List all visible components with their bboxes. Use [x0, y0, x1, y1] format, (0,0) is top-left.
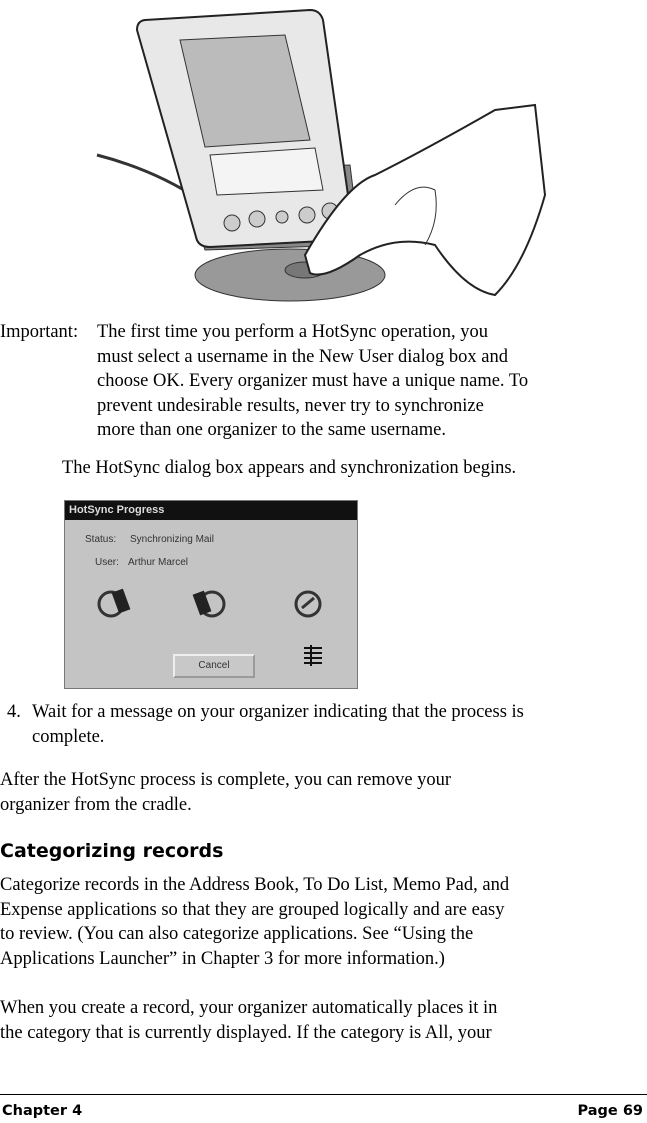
text-line: Categorize records in the Address Book, To Do List, Memo Pad, and — [0, 875, 510, 895]
cancel-button[interactable]: Cancel — [173, 654, 255, 678]
important-note — [97, 320, 528, 443]
text-line: Applications Launcher” in Chapter 3 for more information.) — [0, 948, 445, 969]
user-label: User: — [95, 557, 119, 568]
text-line: more than one organizer to the same username. — [97, 420, 446, 440]
user-value: Arthur Marcel — [128, 557, 189, 568]
after-paragraph — [0, 768, 451, 817]
text-line: After the HotSync process is complete, you can remove your — [0, 770, 452, 790]
text-line: organizer from the cradle. — [0, 794, 192, 815]
dialog-intro: The HotSync dialog box appears and synchronization begins. — [62, 458, 517, 478]
section-heading: Categorizing records — [0, 840, 224, 862]
text-line: complete. — [32, 726, 105, 747]
text-line: the category that is currently displayed. If the category is All, your — [0, 1022, 492, 1043]
text-line: Wait for a message on your organizer indicating that the process is — [32, 702, 524, 722]
hotsync-cradle-illustration — [95, 5, 555, 305]
hotsync-progress-dialog — [64, 500, 358, 689]
text-line: Expense applications so that they are grouped logically and are easy — [0, 899, 505, 920]
hotsync-logo-icon — [302, 643, 327, 668]
sync-desktop-icon — [95, 586, 135, 621]
text-line: When you create a record, your organizer automatically places it in — [0, 998, 498, 1018]
text-line: choose OK. Every organizer must have a unique name. To — [97, 371, 529, 391]
paragraph-1 — [0, 873, 509, 971]
footer-page: Page 69 — [577, 1103, 643, 1119]
status-value: Synchronizing Mail — [130, 534, 214, 545]
step-number: 4. — [7, 702, 21, 722]
paragraph-2 — [0, 996, 497, 1045]
footer-chapter: Chapter 4 — [2, 1103, 83, 1119]
footer-rule — [0, 1094, 647, 1095]
text-line: must select a username in the New User dialog box and — [97, 346, 508, 367]
sync-arrows-icon — [290, 586, 330, 621]
step-4-text — [32, 700, 524, 749]
status-label: Status: — [85, 534, 117, 545]
important-label: Important: — [0, 322, 79, 342]
dialog-title: HotSync Progress — [65, 501, 357, 520]
text-line: to review. (You can also categorize applications. See “Using the — [0, 924, 474, 944]
sync-organizer-icon — [190, 586, 230, 621]
text-line: prevent undesirable results, never try to synchronize — [97, 395, 484, 416]
text-line: The first time you perform a HotSync operation, you — [97, 322, 488, 342]
